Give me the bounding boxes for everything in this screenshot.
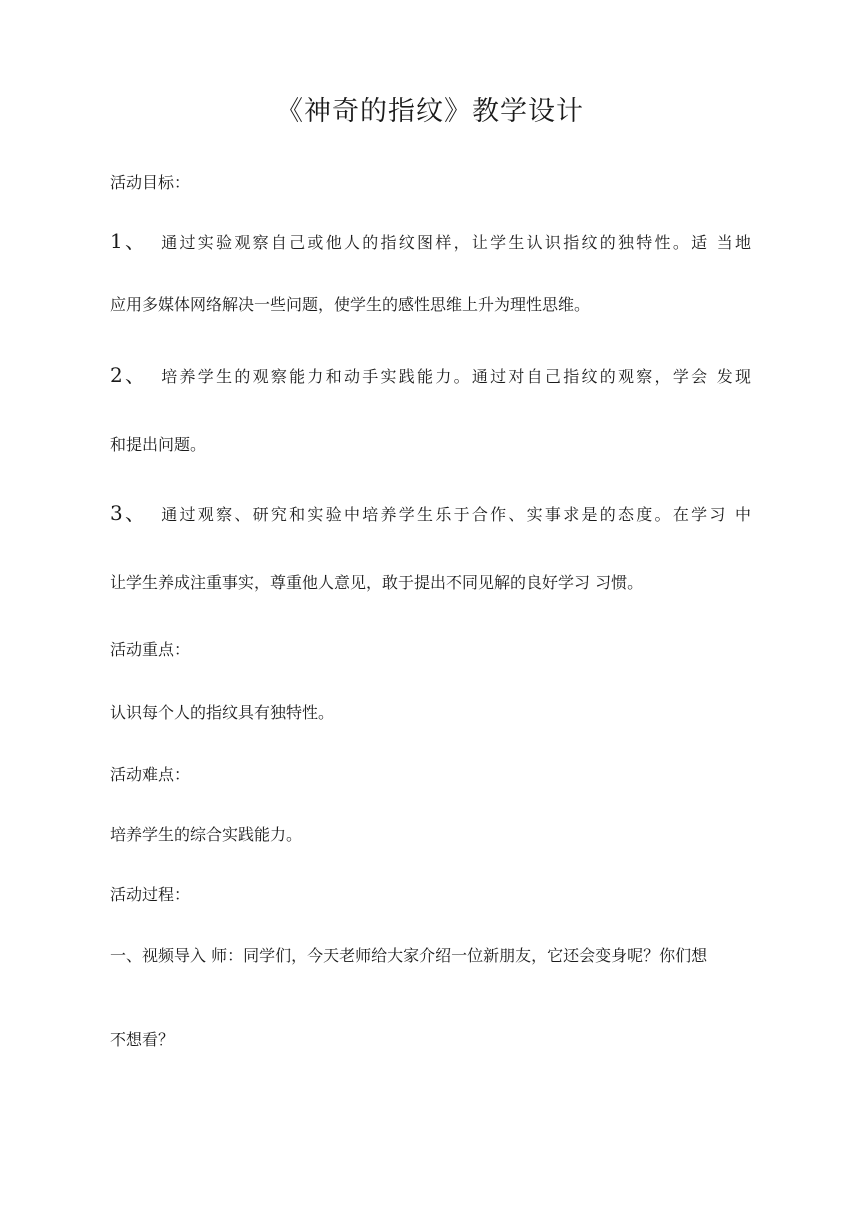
goal-1-line-1 [110, 228, 751, 256]
process-heading: 活动过程： [110, 885, 191, 904]
goal-1-line-2: 应用多媒体网络解决一些问题，使学生的感性思维上升为理性思维。 [110, 295, 591, 314]
difficulty-text: 培养学生的综合实践能力。 [110, 825, 303, 844]
key-point-heading: 活动重点： [110, 640, 191, 659]
goal-3-line-1 [110, 500, 751, 528]
process-line-1: 一、视频导入 师：同学们，今天老师给大家介绍一位新朋友，它还会变身呢？你们想 [110, 946, 708, 965]
goal-3-line-2: 让学生养成注重事实，尊重他人意见，敢于提出不同见解的良好学习 习惯。 [110, 573, 644, 592]
process-line-2: 不想看？ [110, 1030, 175, 1049]
goal-2-number: 2、 [110, 363, 148, 387]
goals-heading: 活动目标： [110, 173, 191, 192]
document-title: 《神奇的指纹》教学设计 [276, 96, 584, 127]
goal-2-line-2: 和提出问题。 [110, 435, 207, 454]
goal-1-text-1: 通过实验观察自己或他人的指纹图样，让学生认识指纹的独特性。适 当地 [161, 233, 751, 252]
goal-1-number: 1、 [110, 229, 148, 253]
goal-3-number: 3、 [110, 501, 148, 525]
difficulty-heading: 活动难点： [110, 765, 191, 784]
key-point-text: 认识每个人的指纹具有独特性。 [110, 703, 335, 722]
goal-2-text-1: 培养学生的观察能力和动手实践能力。通过对自己指纹的观察，学会 发现 [161, 367, 751, 386]
goal-2-line-1 [110, 362, 751, 390]
goal-3-text-1: 通过观察、研究和实验中培养学生乐于合作、实事求是的态度。在学习 中 [161, 505, 751, 524]
